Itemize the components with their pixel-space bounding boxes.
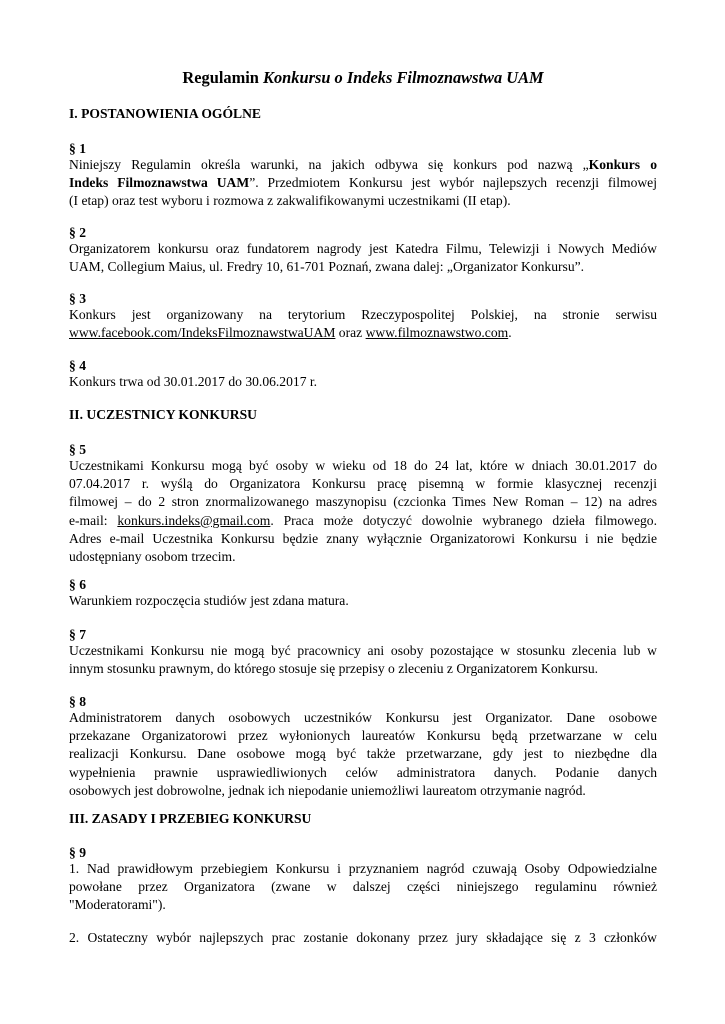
paragraph-3-line-2: www.facebook.com/IndeksFilmoznawstwaUAM oraz www.filmoznawstwo.com. xyxy=(69,325,512,341)
paragraph-5-line-5: Adres e-mail Uczestnika Konkursu będzie znany wyłącznie Organizatorowi Konkursu i nie będzie xyxy=(69,530,657,546)
paragraph-8-line-4: wypełnienia prawnie usprawiedliwionych celów administratora danych. Podanie danych xyxy=(69,764,657,780)
paragraph-1-line-3: (I etap) oraz test wyboru i rozmowa z zakwalifikowanymi uczestnikami (II etap). xyxy=(69,193,511,209)
paragraph-2 xyxy=(69,240,657,276)
paragraph-9-line-2: powołane przez Organizatora (zwane w dalszej części niniejszego regulaminu również xyxy=(69,879,657,895)
facebook-link[interactable]: www.facebook.com/IndeksFilmoznawstwaUAM xyxy=(69,325,336,341)
paragraph-8 xyxy=(69,709,657,800)
paragraph-8-line-5: osobowych jest dobrowolne, jednak ich niepodanie uniemożliwi laureatom otrzymanie nagród. xyxy=(69,782,586,798)
paragraph-6-line-1: Warunkiem rozpoczęcia studiów jest zdana matura. xyxy=(69,593,349,608)
section-heading-1: I. POSTANOWIENIA OGÓLNE xyxy=(69,106,261,121)
paragraph-symbol-8: § 8 xyxy=(69,694,86,709)
paragraph-symbol-7: § 7 xyxy=(69,627,86,642)
paragraph-4 xyxy=(69,373,657,391)
paragraph-7-line-2: innym stosunku prawnym, do którego stosuje się przepisy o zleceniu z Organizatorem Konkursu. xyxy=(69,661,599,677)
paragraph-7 xyxy=(69,642,657,678)
paragraph-9 xyxy=(69,860,657,915)
paragraph-symbol-9: § 9 xyxy=(69,845,86,860)
paragraph-1-line-2: Indeks Filmoznawstwa UAM”. Przedmiotem Konkursu jest wybór najlepszych recenzji filmowej xyxy=(69,175,657,191)
paragraph-symbol-2: § 2 xyxy=(69,225,86,240)
paragraph-3-line-1: Konkurs jest organizowany na terytorium Rzeczypospolitej Polskiej, na stronie serwisu xyxy=(69,307,657,322)
paragraph-7-line-1: Uczestnikami Konkursu nie mogą być pracownicy ani osoby pozostające w stosunku zlecenia lub w xyxy=(69,643,657,658)
title-italic: Konkursu o Indeks Filmoznawstwa UAM xyxy=(263,68,544,87)
section-heading-2: II. UCZESTNICY KONKURSU xyxy=(69,407,257,422)
paragraph-symbol-1: § 1 xyxy=(69,141,86,156)
paragraph-4-line-1: Konkurs trwa od 30.01.2017 do 30.06.2017 r. xyxy=(69,374,318,389)
paragraph-9-line-1: 1. Nad prawidłowym przebiegiem Konkursu i przyznaniem nagród czuwają Osoby Odpowiedzialne xyxy=(69,861,657,876)
paragraph-6 xyxy=(69,592,657,610)
paragraph-9-line-3: "Moderatorami"). xyxy=(69,897,166,913)
section-heading-3: III. ZASADY I PRZEBIEG KONKURSU xyxy=(69,811,312,826)
paragraph-2-line-2: UAM, Collegium Maius, ul. Fredry 10, 61-701 Poznań, zwana dalej: „Organizator Konkursu”. xyxy=(69,259,585,275)
paragraph-5-line-3: filmowej – do 2 stron znormalizowanego maszynopisu (czcionka Times New Roman – 12) na adres xyxy=(69,494,657,510)
paragraph-8-line-1: Administratorem danych osobowych uczestników Konkursu jest Organizator. Dane osobowe xyxy=(69,710,657,725)
paragraph-8-line-3: realizacji Konkursu. Dane osobowe mogą być także przetwarzane, gdy jest to niezbędne dla xyxy=(69,746,657,762)
paragraph-5-line-4: e-mail: konkurs.indeks@gmail.com. Praca może dotyczyć dowolnie wybranego dzieła filmowego. xyxy=(69,512,657,528)
paragraph-1-line-1: Niniejszy Regulamin określa warunki, na jakich odbywa się konkurs pod nazwą „Konkurs o xyxy=(69,157,657,172)
paragraph-5-line-2: 07.04.2017 r. wyślą do Organizatora Konkursu pracę pisemną w formie klasycznej recenzji xyxy=(69,476,657,492)
paragraph-5 xyxy=(69,457,657,566)
paragraph-2-line-1: Organizatorem konkursu oraz fundatorem nagrody jest Katedra Filmu, Telewizji i Nowych Mediów xyxy=(69,241,657,256)
paragraph-symbol-4: § 4 xyxy=(69,358,86,373)
paragraph-1 xyxy=(69,156,657,211)
paragraph-9-line-4: 2. Ostateczny wybór najlepszych prac zostanie dokonany przez jury składające się z 3 członków xyxy=(69,930,657,945)
paragraph-5-line-6: udostępniany osobom trzecim. xyxy=(69,548,236,564)
paragraph-symbol-6: § 6 xyxy=(69,577,86,592)
paragraph-9-point-2 xyxy=(69,929,657,947)
paragraph-8-line-2: przekazane Organizatorowi przez wyłonionych laureatów Konkursu będą przetwarzane w celu xyxy=(69,728,657,744)
title-prefix: Regulamin xyxy=(182,68,264,87)
paragraph-5-line-1: Uczestnikami Konkursu mogą być osoby w wieku od 18 do 24 lat, które w dniach 30.01.2017 do xyxy=(69,458,657,473)
website-link[interactable]: www.filmoznawstwo.com xyxy=(365,325,509,341)
paragraph-3 xyxy=(69,306,657,342)
document-title xyxy=(69,68,657,88)
paragraph-symbol-5: § 5 xyxy=(69,442,86,457)
paragraph-symbol-3: § 3 xyxy=(69,291,86,306)
email-link[interactable]: konkurs.indeks@gmail.com xyxy=(117,512,271,528)
